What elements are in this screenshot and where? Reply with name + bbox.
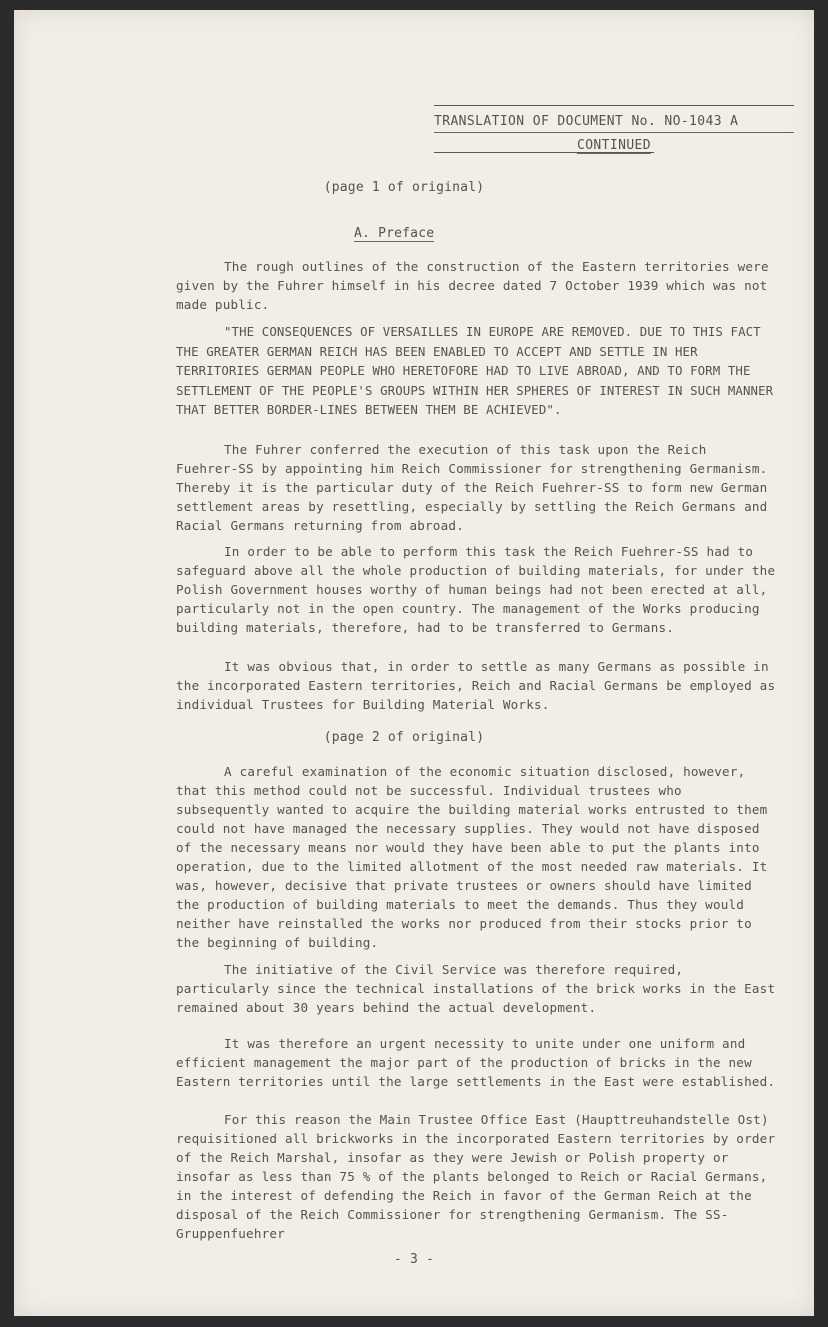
paragraph-main-trustee-office: For this reason the Main Trustee Office East (Haupttreuhandstelle Ost) requisitioned all brickworks in the incorporated Eastern territories by order of the Reich Marshal, insofar as they were Jewish or Polish property or insofar as less than 75 % of the plants belonged to Reich or Racial Germans, in the interest of defending the Reich in favor of the German Reich at the disposal of the Reich Commissioner for strengthening Germanism. The SS-Gruppenfuehrer bbox=[176, 1112, 776, 1241]
section-heading bbox=[354, 224, 434, 243]
paragraph-civil-service: The initiative of the Civil Service was therefore required, particularly since the technical installations of the brick works in the East remained about 30 years behind the actual development. bbox=[176, 962, 776, 1015]
page-note-original-1: (page 1 of original) bbox=[323, 180, 485, 195]
page-note-original-2: (page 2 of original) bbox=[323, 730, 485, 745]
paragraph-building-materials: In order to be able to perform this task the Reich Fuehrer-SS had to safeguard above all the whole production of building materials, for under the Polish Government houses worthy of human beings had not been erected at all, particularly not in the open country. The management of the Works producing building materials, therefore, had to be transferred to Germans. bbox=[176, 544, 776, 635]
section-heading-text: A. Preface bbox=[354, 226, 435, 241]
document-header bbox=[434, 105, 794, 155]
continued-label: CONTINUED bbox=[576, 138, 652, 153]
paragraph-commissioner: The Fuhrer conferred the execution of this task upon the Reich Fuehrer-SS by appointing him Reich Commissioner for strengthening Germanism. Thereby it is the particular duty of the Reich Fuehrer-SS to form new German settlement areas by resettling, especially by settling the Reich Germans and Racial Germans returning from abroad. bbox=[176, 442, 768, 533]
paragraph-unification: It was therefore an urgent necessity to unite under one uniform and efficient management the major part of the production of bricks in the new Eastern territories until the large settlements in the East were established. bbox=[176, 1036, 776, 1089]
document-title: TRANSLATION OF DOCUMENT No. NO-1043 A bbox=[434, 112, 794, 133]
paragraph-decree: The rough outlines of the construction of the Eastern territories were given by the Fuhrer himself in his decree dated 7 October 1939 which was not made public. bbox=[176, 259, 769, 312]
paragraph-examination: A careful examination of the economic situation disclosed, however, that this method could not be successful. Individual trustees who subsequently wanted to acquire the building material works entrusted to them could not have managed the necessary supplies. They would not have disposed of the necessary means nor would they have been able to put the plants into operation, due to the limited allotment of the most needed raw materials. It was, however, decisive that private trustees or owners should have limited the production of building materials to meet the demands. Thus they would neither have reinstalled the works nor produced from their stocks prior to the beginning of building. bbox=[176, 764, 768, 950]
paragraph-trustees: It was obvious that, in order to settle as many Germans as possible in the incorporated Eastern territories, Reich and Racial Germans be employed as individual Trustees for Building Material Works. bbox=[176, 659, 776, 712]
page-number: - 3 - bbox=[393, 1252, 435, 1267]
header-rule bbox=[434, 152, 654, 153]
document-page bbox=[14, 10, 814, 1316]
paragraph-quote: "THE CONSEQUENCES OF VERSAILLES IN EUROPE ARE REMOVED. DUE TO THIS FACT THE GREATER GERMAN REICH HAS BEEN ENABLED TO ACCEPT AND SETTLE IN HER TERRITORIES GERMAN PEOPLE WHO HERETOFORE HAD TO LIVE ABROAD, AND TO FORM THE SETTLEMENT OF THE PEOPLE'S GROUPS WITHIN HER SPHERES OF INTEREST IN SUCH MANNER THAT BETTER BORDER-LINES BETWEEN THEM BE ACHIEVED". bbox=[176, 324, 774, 417]
